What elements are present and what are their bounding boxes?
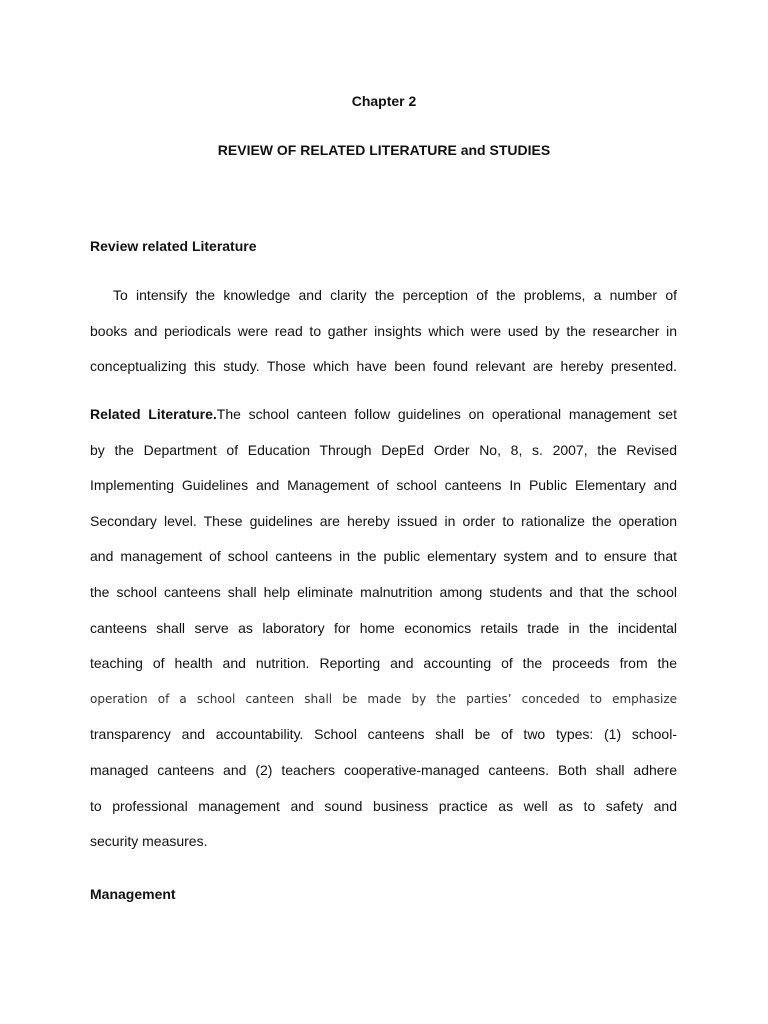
paragraph-line: and management of school canteens in the public elementary system and to ensure that <box>90 548 677 565</box>
intro-paragraph <box>90 278 677 385</box>
paragraph-line-text: The school canteen follow guidelines on operational management set <box>216 406 677 422</box>
paragraph-line: Implementing Guidelines and Management of school canteens In Public Elementary and <box>90 477 677 494</box>
section-heading-review: Review related Literature <box>90 238 257 254</box>
related-literature-paragraph <box>90 397 677 860</box>
paragraph-line: to professional management and sound business practice as well as to safety and <box>90 797 677 814</box>
paragraph-line: books and periodicals were read to gather insights which were used by the researcher in <box>90 322 677 339</box>
paragraph-line: To intensify the knowledge and clarity the perception of the problems, a number of <box>113 287 677 303</box>
related-literature-label: Related Literature. <box>90 406 217 422</box>
paragraph-line <box>90 397 677 433</box>
paragraph-line: security measures. <box>90 833 208 850</box>
page-title: REVIEW OF RELATED LITERATURE and STUDIES <box>217 142 551 158</box>
paragraph-line: teaching of health and nutrition. Reporting and accounting of the proceeds from the <box>90 655 677 672</box>
paragraph-line: the school canteens shall help eliminate malnutrition among students and that the school <box>90 583 677 600</box>
paragraph-line: managed canteens and (2) teachers cooperative-managed canteens. Both shall adhere <box>90 761 677 778</box>
paragraph-line: conceptualizing this study. Those which have been found relevant are hereby presented. <box>90 358 677 375</box>
paragraph-line: Secondary level. These guidelines are hereby issued in order to rationalize the operation <box>90 512 677 529</box>
chapter-label: Chapter 2 <box>351 93 417 109</box>
section-heading-management: Management <box>90 886 176 902</box>
paragraph-line: operation of a school canteen shall be made by the parties’ conceded to emphasize <box>90 691 677 706</box>
paragraph-line: by the Department of Education Through DepEd Order No, 8, s. 2007, the Revised <box>90 441 677 458</box>
paragraph-line: transparency and accountability. School canteens shall be of two types: (1) school- <box>90 726 677 743</box>
paragraph-line: canteens shall serve as laboratory for home economics retails trade in the incidental <box>90 619 677 636</box>
